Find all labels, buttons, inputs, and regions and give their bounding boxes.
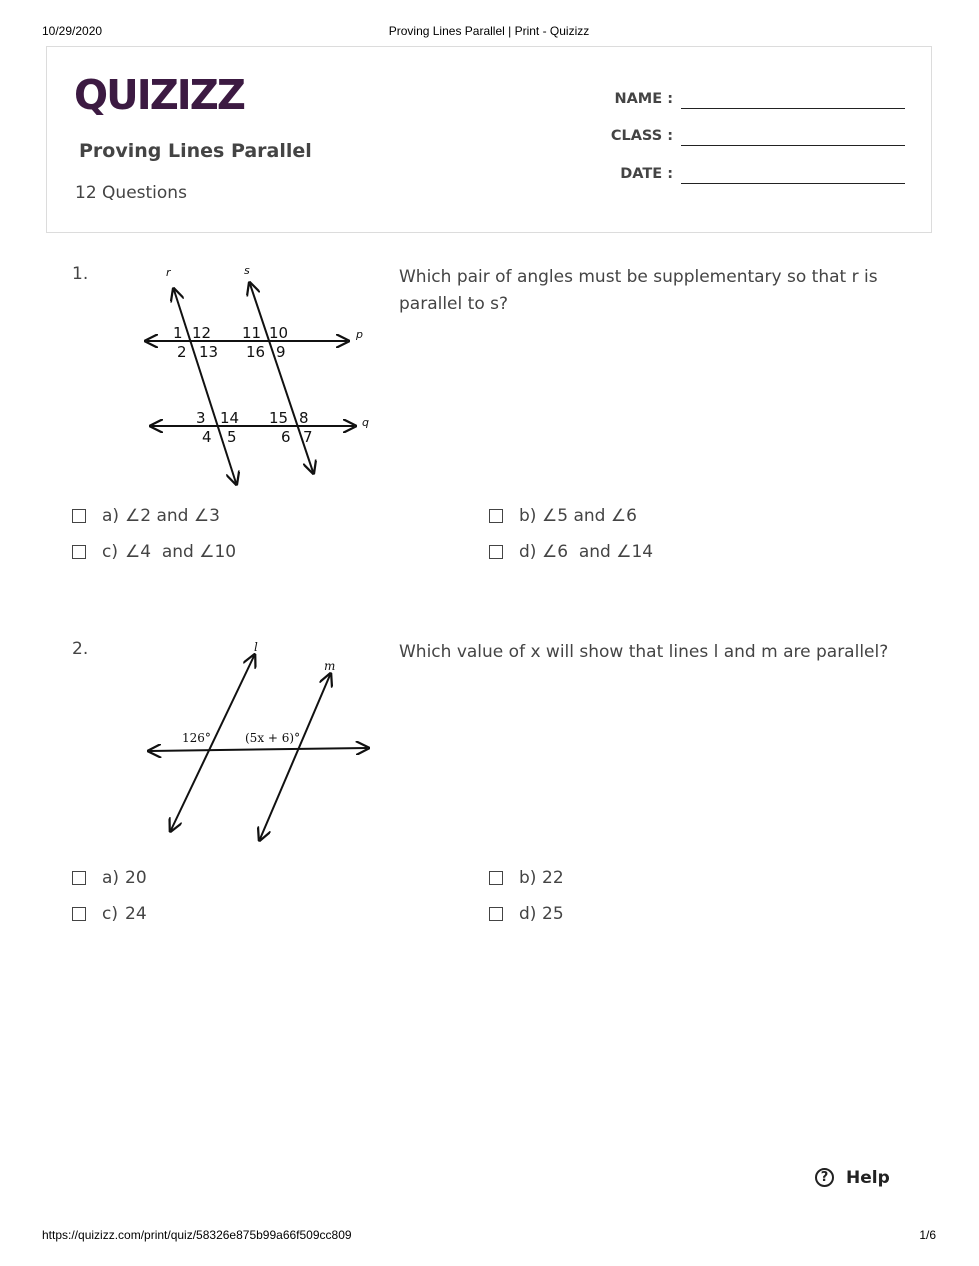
option-checkbox[interactable] [72,871,86,885]
angle-label: 5 [227,428,237,446]
angle-label: 7 [303,428,313,446]
date-line[interactable] [681,183,905,184]
option-text: ∠2 and ∠3 [125,506,220,526]
name-label: NAME : [614,91,673,107]
line-label-p: p [356,328,363,341]
option-letter: a) [102,868,120,888]
help-label: Help [846,1168,890,1188]
question-1-figure [142,264,382,489]
print-header [42,24,936,40]
question-2 [72,639,912,929]
date-label: DATE : [620,166,673,182]
option-letter: d) [519,542,537,562]
line-label-r: r [166,266,171,279]
option-checkbox[interactable] [489,545,503,559]
class-line[interactable] [681,145,905,146]
print-page-number: 1/6 [919,1228,936,1242]
question-number: 2. [72,639,89,659]
angle-label: 1 [173,324,183,342]
angle-label: 6 [281,428,291,446]
option-letter: c) [102,904,118,924]
question-number: 1. [72,264,89,284]
angle-label: 2 [177,343,187,361]
angle-label: 9 [276,343,286,361]
angle-label: 14 [220,409,240,427]
option-checkbox[interactable] [489,871,503,885]
angle-label: (5x + 6)° [245,731,301,745]
print-date: 10/29/2020 [42,24,103,38]
angle-label: 15 [269,409,289,427]
question-1 [72,264,912,564]
option-checkbox[interactable] [72,907,86,921]
option-text: ∠5 and ∠6 [542,506,637,526]
question-text: Which pair of angles must be supplementary so that r is parallel to s? [399,267,878,314]
option-letter: b) [519,506,537,526]
angle-label: 8 [299,409,309,427]
option-text: 20 [125,868,147,888]
print-footer [42,1228,936,1244]
angle-label: 16 [246,343,266,361]
angle-label: 4 [202,428,212,446]
angle-label: 13 [199,343,219,361]
quizizz-logo [74,69,246,121]
option-text: 22 [542,868,564,888]
print-page-title: Proving Lines Parallel | Print - Quizizz [388,24,590,38]
option-text: 24 [125,904,147,924]
question-2-figure [147,639,377,849]
line-label-l: l [254,640,258,654]
angle-label: 12 [192,324,212,342]
angle-label: 11 [242,324,262,342]
option-checkbox[interactable] [72,545,86,559]
svg-text:QUIZIZZ: QUIZIZZ [74,71,245,119]
line-label-s: s [244,264,250,277]
print-url: https://quizizz.com/print/quiz/58326e875b99a66f509cc809 [42,1228,352,1242]
angle-label: 3 [196,409,206,427]
option-letter: c) [102,542,118,562]
question-circle-icon: ? [815,1168,834,1187]
name-line[interactable] [681,108,905,109]
line-label-m: m [324,659,336,673]
line-label-q: q [362,416,369,429]
option-letter: b) [519,868,537,888]
quiz-title: Proving Lines Parallel [79,140,312,162]
option-text: 25 [542,904,564,924]
angle-label: 126° [182,731,211,745]
class-label: CLASS : [610,128,673,144]
option-checkbox[interactable] [489,509,503,523]
option-text: ∠6 and ∠14 [542,542,654,562]
option-text: ∠4 and ∠10 [125,542,237,562]
option-checkbox[interactable] [72,509,86,523]
option-letter: d) [519,904,537,924]
option-letter: a) [102,506,120,526]
question-count: 12 Questions [75,183,187,203]
option-checkbox[interactable] [489,907,503,921]
angle-label: 10 [269,324,289,342]
quiz-header [46,46,932,233]
question-text: Which value of x will show that lines l and m are parallel? [399,642,889,662]
help-button[interactable] [815,1167,895,1193]
